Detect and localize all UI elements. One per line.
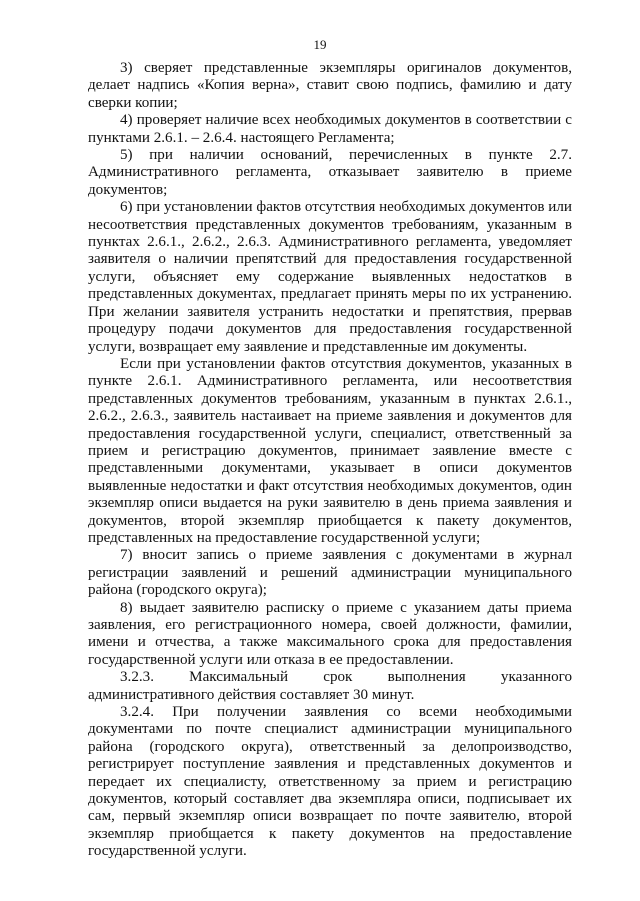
page-number: 19	[313, 37, 327, 52]
paragraph-item-3: 3) сверяет представленные экземпляры оригиналов документов, делает надпись «Копия верна», ставит свою подпись, фамилию и дату сверки копии;	[88, 60, 572, 111]
paragraph-item-6-continuation: Если при установлении фактов отсутствия документов, указанных в пункте 2.6.1. Административного регламента, или несоответствия представленных документов требованиям, указанным в пунктах 2.6.1., 2.6.2., 2.6.3., заявитель настаивает на приеме заявления и документов для предоставления государственной услуги, специалист, ответственный за прием и регистрацию документов, принимает заявление вместе с представленными документами, указывает в описи документов выявленные недостатки и факт отсутствия необходимых документов, один экземпляр описи выдается на руки заявителю в день приема заявления и документов, второй экземпляр приобщается к пакету документов, представленных на предоставление государственной услуги;	[88, 355, 572, 546]
paragraph-item-7: 7) вносит запись о приеме заявления с документами в журнал регистрации заявлений и решений администрации муниципального района (городского округа);	[88, 547, 572, 599]
paragraph-item-5: 5) при наличии оснований, перечисленных в пункте 2.7. Административного регламента, отказывает заявителю в приеме документов;	[88, 147, 572, 198]
paragraph-item-4: 4) проверяет наличие всех необходимых документов в соответствии с пунктами 2.6.1. – 2.6.4. настоящего Регламента;	[88, 112, 572, 146]
paragraph-item-6: 6) при установлении фактов отсутствия необходимых документов или несоответствия представленных документов требованиям, указанным в пунктах 2.6.1., 2.6.2., 2.6.3. Административного регламента, уведомляет заявителя о наличии препятствий для предоставления государственной услуги, объясняет ему содержание выявленных недостатков в представленных документах, предлагает принять меры по их устранению. При желании заявителя устранить недостатки и препятствия, прервав процедуру подачи документов для предоставления государственной услуги, возвращает ему заявление и представленные им документы.	[88, 199, 572, 355]
paragraph-item-8: 8) выдает заявителю расписку о приеме с указанием даты приема заявления, его регистрационного номера, своей должности, фамилии, имени и отчества, а также максимального срока для предоставления государственной услуги или отказа в ее предоставлении.	[88, 599, 572, 668]
document-body	[88, 60, 572, 861]
paragraph-section-3-2-3: 3.2.3. Максимальный срок выполнения указанного административного действия составляет 30 минут.	[88, 669, 572, 703]
paragraph-section-3-2-4: 3.2.4. При получении заявления со всеми необходимыми документами по почте специалист администрации муниципального района (городского округа), ответственный за делопроизводство, регистрирует поступление заявления и представленных документов и передает их специалисту, ответственному за прием и регистрацию документов, который составляет два экземпляра описи, подписывает их сам, первый экземпляр описи возвращает по почте заявителю, второй экземпляр приобщается к пакету документов на предоставление государственной услуги.	[88, 704, 572, 860]
